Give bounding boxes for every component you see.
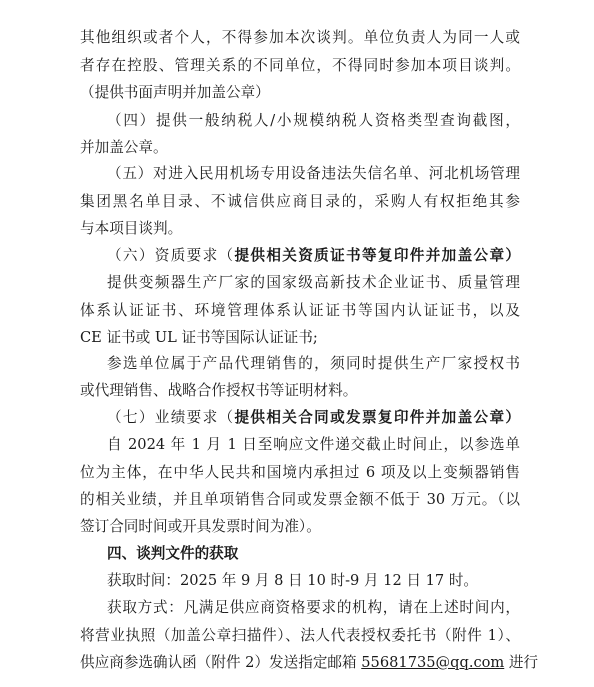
paragraph-line: 或代理销售、战略合作授权书等证明材料。 (80, 382, 358, 399)
email-line-suffix: 进行 (504, 654, 539, 671)
item-seven-label: （七）业绩要求（ (107, 409, 235, 426)
email-line-prefix: 供应商参选确认函（附件 2）发送指定邮箱 (80, 654, 362, 671)
section-heading: 四、谈判文件的获取 (107, 545, 239, 562)
paragraph-line: 提供变频器生产厂家的国家级高新技术企业证书、质量管理 (107, 274, 520, 291)
email-link[interactable]: 55681735@qq.com (361, 654, 505, 671)
acquisition-time: 获取时间：2025 年 9 月 8 日 10 时-9 月 12 日 17 时。 (107, 572, 479, 589)
paragraph-line: CE 证书或 UL 证书等国际认证证书; (80, 329, 318, 346)
paragraph-line: 的相关业绩，并且单项销售合同或发票金额不低于 30 万元。（以 (80, 491, 520, 508)
item-six-label: （六）资质要求（ (107, 247, 235, 264)
paragraph-line: 参选单位属于产品代理销售的，须同时提供生产厂家授权书 (107, 355, 520, 372)
acquisition-method: 获取方式：凡满足供应商资格要求的机构，请在上述时间内， (107, 599, 520, 616)
paragraph-line: 并加盖公章。 (80, 139, 168, 156)
item-six-bold-requirement: 提供相关资质证书等复印件并加盖公章） (234, 247, 520, 264)
paragraph-line: 者存在控股、管理关系的不同单位，不得同时参加本项目谈判。 (80, 57, 520, 74)
item-six-heading (107, 246, 520, 266)
paragraph-line: （提供书面声明并加盖公章） (80, 84, 270, 101)
paragraph-line: 体系认证证书、环境管理体系认证证书等国内认证证书，以及 (80, 302, 520, 319)
item-seven-bold-requirement: 提供相关合同或发票复印件并加盖公章） (234, 409, 520, 426)
item-four-line: （四）提供一般纳税人/小规模纳税人资格类型查询截图， (107, 112, 520, 129)
item-seven-heading (107, 408, 520, 428)
paragraph-line: 将营业执照（加盖公章扫描件）、法人代表授权委托书（附件 1）、 (80, 627, 520, 644)
email-line (80, 653, 539, 673)
paragraph-line: 签订合同时间或开具发票时间为准）。 (80, 518, 321, 535)
paragraph-line: 自 2024 年 1 月 1 日至响应文件递交截止时间止，以参选单 (107, 436, 520, 453)
paragraph-line: 位为主体，在中华人民共和国境内承担过 6 项及以上变频器销售 (80, 464, 520, 481)
paragraph-line: 与本项目谈判。 (80, 220, 183, 237)
item-five-line: （五）对进入民用机场专用设备违法失信名单、河北机场管理 (107, 165, 520, 182)
paragraph-line: 集团黑名单目录、不诚信供应商目录的，采购人有权拒绝其参 (80, 193, 520, 210)
paragraph-line: 其他组织或者个人，不得参加本次谈判。单位负责人为同一人或 (80, 29, 520, 46)
